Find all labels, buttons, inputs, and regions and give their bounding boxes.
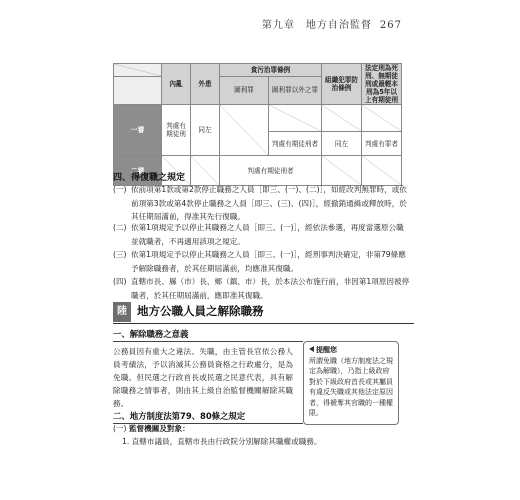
list-item-number: (三) <box>113 250 127 259</box>
cell-serious-blank <box>362 105 402 132</box>
list-item <box>113 275 411 302</box>
row-label-second-instance: 二審 <box>114 156 162 186</box>
list-item <box>113 183 411 224</box>
list-item <box>113 248 411 275</box>
supervision-line-1: 1. 直轄市議員，直轄市長由行政院分別解除其職權或職務。 <box>122 437 322 446</box>
reminder-box <box>303 341 399 425</box>
subsection-rule <box>113 341 303 342</box>
banner-rule <box>113 323 414 324</box>
table-corner-cell <box>114 64 162 77</box>
list-item-number: (一) <box>113 185 127 194</box>
list-item-text: 依前項第1款或第2款停止職務之人員［即三、(一)、(二)］，如經改判無罪時，或依前項第3款或第4款停止職務之人員［即三、(三)、(四)］，經撤銷通緝或釋放時，於其任期屆滿前，得准其先行復職。 <box>131 185 407 221</box>
table-blank-cell <box>114 76 162 104</box>
list-item-text: 依第1項規定予以停止其職務之人員［即三、(一)］，經刑事判決確定，非第79條應予解除職務者，於其任期屆滿前，均應准其復職。 <box>131 250 406 273</box>
list-item-text: 直轄市長、縣（市）長、鄉（鎮、市）長，於本法公布施行前，非因第1項原因被停職者，於其任期屆滿前，應即准其復職。 <box>131 277 410 300</box>
reminder-title <box>309 345 393 356</box>
subsection-title-articles <box>113 410 303 424</box>
list-item-number: (四) <box>113 277 127 286</box>
chapter-heading: 地方公職人員之解除職務 <box>137 304 264 318</box>
meaning-paragraph: 公務員因有重大之違法、失職，由主管長官依公務人員考績法，予以消滅其公務員資格之行政處分，是為免職。但民選之行政首長或民選之民意代表，具有解除職務之情事者，則由其上級自治監督機關解除其職務。 <box>113 347 293 408</box>
cell-waihuan: 同左 <box>191 105 220 156</box>
cell-r2-organized-blank <box>322 156 362 186</box>
col-header-neiluan: 內亂 <box>162 64 191 105</box>
chapter-title: 第九章 地方自治監督 <box>261 20 372 31</box>
cell-r2-turi: 判處有期徒刑者 <box>220 156 322 186</box>
suspension-table <box>113 63 402 186</box>
list-item-number: (二) <box>113 223 127 232</box>
row-label-first-instance: 一審 <box>114 105 162 156</box>
cell-organized: 同左 <box>322 132 362 156</box>
chapter-banner <box>113 302 414 322</box>
cell-turi-other-blank <box>269 105 322 132</box>
list-item-title: 監督機關及對象： <box>128 424 190 433</box>
subheader-turi: 圖利罪 <box>220 76 269 104</box>
col-header-organized-crime: 組織犯罪防治條例 <box>322 64 362 105</box>
supervision-heading <box>113 423 413 435</box>
subsection-title-text: 一、解除職務之意義 <box>113 329 189 339</box>
chapter-badge: 陸 <box>113 302 131 322</box>
reminder-body: 所謂免職（地方制度法之規定為解職），乃指上級政府對於下級政府首長或其屬員有違反失職或其他法定原因者，得褫奪其官職的一種權限。 <box>309 356 393 417</box>
col-header-corruption: 貪污治罪條例 <box>220 64 322 77</box>
cell-r2-serious-blank <box>362 156 402 186</box>
col-header-serious-penalty: 法定刑為死刑、無期徒刑或最輕本刑為5年以上有期徒刑 <box>362 64 402 105</box>
col-header-waihuan: 外患 <box>191 64 220 105</box>
subheader-turi-other: 圖利罪以外之罪 <box>269 76 322 104</box>
cell-turi-other: 判處有期徒刑者 <box>269 132 322 156</box>
pointer-triangle-icon <box>309 346 314 352</box>
section-title-reinstatement: 四、得復職之規定 <box>113 173 186 183</box>
reminder-title-text: 提醒您 <box>316 346 337 354</box>
list-item <box>113 221 411 248</box>
subsection-title-text: 二、地方制度法第79、80條之規定 <box>113 411 246 421</box>
cell-serious: 判處有罪者 <box>362 132 402 156</box>
list-item-text: 依第1項規定予以停止其職務之人員［即三、(一)］，經依法參選，再度當選原公職並就職者，不再適用該項之規定。 <box>131 223 404 246</box>
list-item-number: (一) <box>113 424 127 433</box>
cell-neiluan: 判處有期徒刑 <box>162 105 191 156</box>
subsection-title-meaning <box>113 328 303 342</box>
running-header <box>262 16 402 31</box>
page-number: 267 <box>379 20 402 31</box>
cell-turi-blank <box>220 105 269 156</box>
cell-r2-waihuan-blank <box>191 156 220 186</box>
cell-organized-blank <box>322 105 362 132</box>
